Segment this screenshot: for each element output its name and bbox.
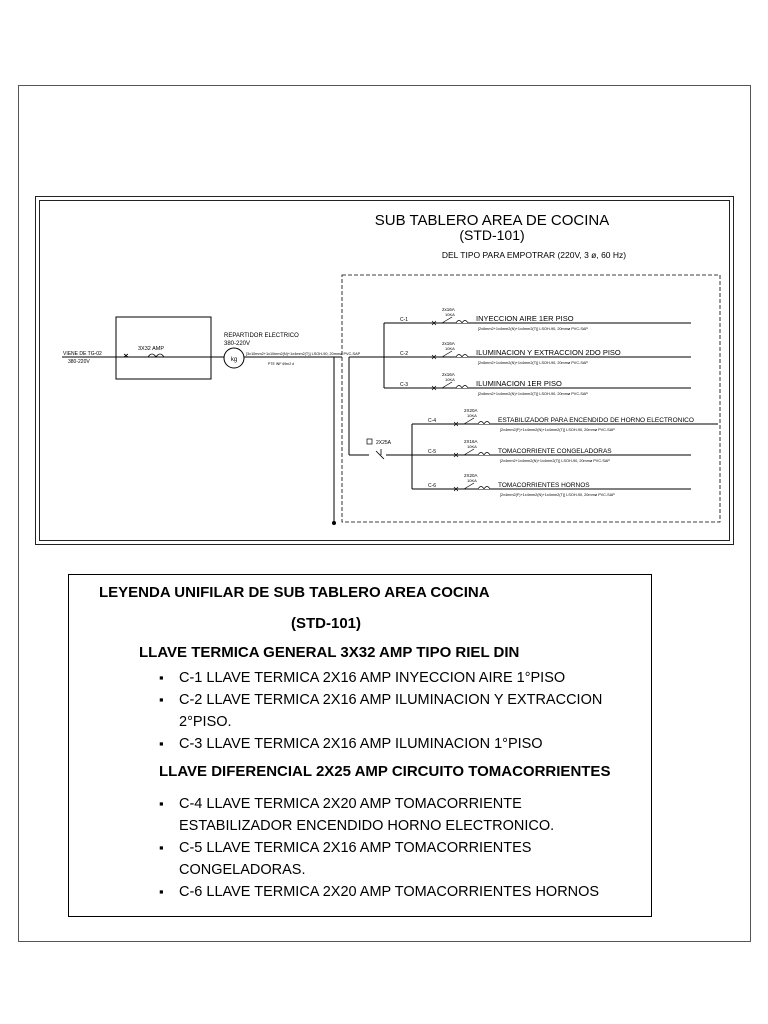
circuit-breaker-contact-5 [464,449,490,455]
legend-differential: LLAVE DIFERENCIAL 2X25 AMP CIRCUITO TOMACORRIENTES [159,763,611,780]
circuit-rating-3: 10KA [445,377,455,382]
legend-code: (STD-101) [291,615,362,632]
circuit-breaker-contact-6 [464,483,490,489]
diagram-subtitle: DEL TIPO PARA EMPOTRAR (220V, 3 ø, 60 Hz) [441,250,627,260]
legend-group1-list [159,667,629,755]
feeder-note: PTE INF 69m2 d [268,362,295,366]
circuit-name-6: TOMACORRIENTES HORNOS [498,482,590,489]
distributor-label-2: 380-220V [224,341,251,347]
circuit-name-3: ILUMINACION 1ER PISO [476,379,562,388]
circuit-breaker-contact-1 [442,317,468,323]
circuit-breaker-contact-3 [442,382,468,388]
legend-group2-list [159,793,629,903]
circuits-layer [384,307,718,497]
circuit-id-6: C-6 [428,483,437,489]
circuit-rating-5: 10KA [467,444,477,449]
main-breaker-label: 3X32 AMP [138,346,164,352]
circuit-breaker-label-4: 2X20A [464,408,478,413]
circuit-cable-4: [2x4mm2(F)+1x4mm2(N)+1x4mm2(T)] LSOH-90, 20mmø PVC-SAP [500,428,615,432]
circuit-breaker-label-1: 2x16A [442,307,455,312]
legend-item-c3: ▪ C-3 LLAVE TERMICA 2X16 AMP ILUMINACION 1°PISO [159,733,629,755]
circuit-cable-5: [2x4mm2+1x4mm2(N)+1x4mm2(T)] LSOH-90, 20mmø PVC-SAP [500,459,610,463]
diagram-code: (STD-101) [459,227,525,243]
circuit-id-4: C-4 [428,418,437,424]
feeder-label-2: 380-220V [68,359,90,365]
circuit-rating-2: 10KA [445,346,455,351]
circuit-breaker-contact-2 [442,351,468,357]
circuit-cable-1: [2x6mm2+1x4mm2(N)+1x4mm2(T)] LSOH-90, 20mmø PVC-SAP [478,327,588,331]
legend-box [68,574,652,917]
differential-breaker-contact-symbol [376,449,384,459]
circuit-breaker-contact-4 [464,418,490,424]
legend-item-c1: ▪ C-1 LLAVE TERMICA 2X16 AMP INYECCION AIRE 1°PISO [159,667,629,689]
circuit-cable-3: [2x6mm2+1x4mm2(N)+1x4mm2(T)] LSOH-90, 20mmø PVC-SAP [478,392,588,396]
circuit-name-5: TOMACORRIENTE CONGELADORAS [498,448,612,455]
legend-item-c5: ▪ C-5 LLAVE TERMICA 2X16 AMP TOMACORRIENTES CONGELADORAS. [159,837,629,881]
circuit-breaker-label-3: 2x16A [442,372,455,377]
circuit-name-2: ILUMINACION Y EXTRACCION 2DO PISO [476,348,621,357]
single-line-diagram [36,197,733,544]
differential-breaker-label: 2X25A [376,440,392,446]
circuit-rating-6: 10KA [467,478,477,483]
feeder-cable-label: [3x10mm2+1x10mm2(N)+1x4mm2(T)] LSOH-90, 20mmø PVC-SAP [246,352,361,356]
circuit-name-1: INYECCION AIRE 1ER PISO [476,314,574,323]
circuit-rating-4: 10KA [467,413,477,418]
legend-item-c4: ▪ C-4 LLAVE TERMICA 2X20 AMP TOMACORRIENTE ESTABILIZADOR ENCENDIDO HORNO ELECTRONICO. [159,793,629,837]
ground-bus-node [332,521,336,525]
legend-item-c6: ▪ C-6 LLAVE TERMICA 2X20 AMP TOMACORRIENTES HORNOS [159,881,629,903]
circuit-name-4: ESTABILIZADOR PARA ENCENDIDO DE HORNO ELECTRONICO [498,417,694,424]
feeder-label-1: VIENE DE TG-02 [63,351,102,357]
differential-breaker-icon [367,439,372,444]
circuit-id-5: C-5 [428,449,437,455]
circuit-id-1: C-1 [400,317,409,323]
circuit-breaker-label-6: 2X20A [464,473,478,478]
circuit-cable-2: [2x6mm2+1x4mm2(N)+1x4mm2(T)] LSOH-90, 20mmø PVC-SAP [478,361,588,365]
circuit-cable-6: [2x4mm2(F)+1x4mm2(N)+1x4mm2(T)] LSOH-90, 20mmø PVC-SAP [500,493,615,497]
distributor-label-1: REPARTIDOR ELECTRICO [224,333,299,339]
diagram-frame [35,196,734,545]
diagram-title: SUB TABLERO AREA DE COCINA [374,212,610,229]
circuit-breaker-label-5: 2X16A [464,439,478,444]
legend-title: LEYENDA UNIFILAR DE SUB TABLERO AREA COCINA [99,584,490,601]
circuit-breaker-label-2: 2x16A [442,341,455,346]
circuit-rating-1: 10KA [445,312,455,317]
circuit-id-2: C-2 [400,351,409,357]
circuit-id-3: C-3 [400,382,409,388]
legend-main-breaker: LLAVE TERMICA GENERAL 3X32 AMP TIPO RIEL DIN [139,644,520,661]
legend-item-c2: ▪ C-2 LLAVE TERMICA 2X16 AMP ILUMINACION Y EXTRACCION 2°PISO. [159,689,629,733]
meter-symbol: kg [230,357,238,363]
